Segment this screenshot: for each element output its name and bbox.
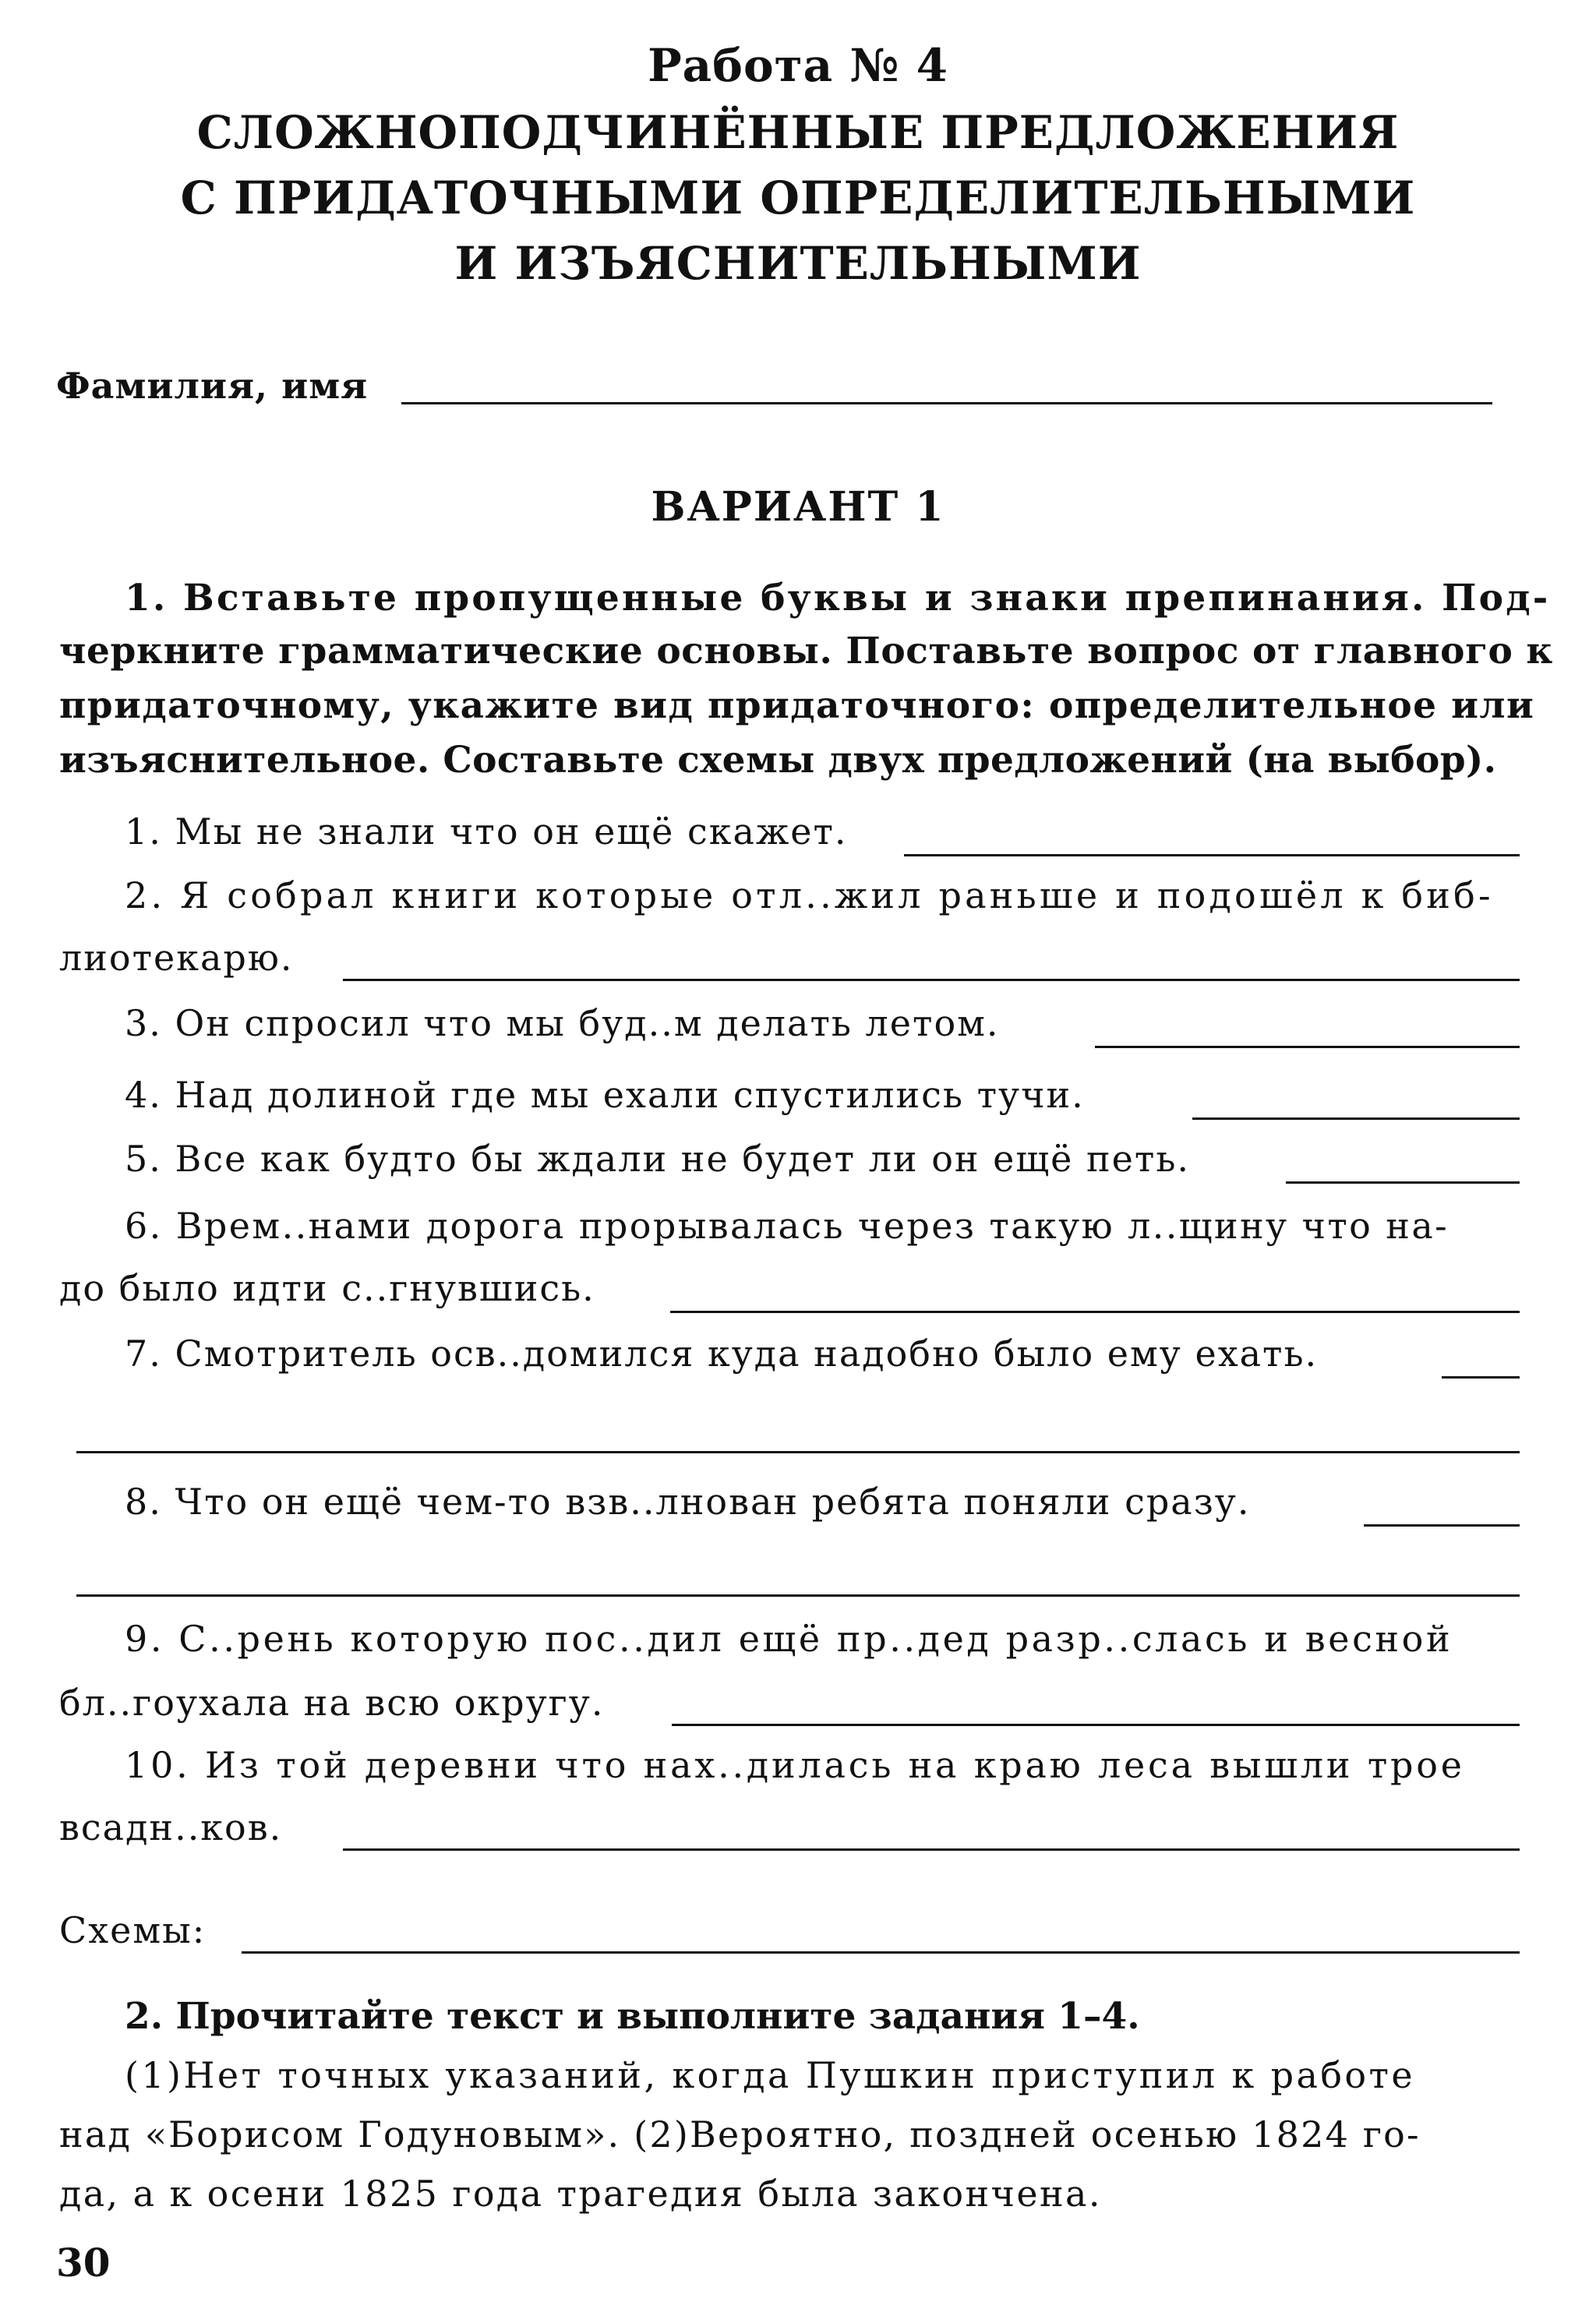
title-line-1: СЛОЖНОПОДЧИНЁННЫЕ ПРЕДЛОЖЕНИЯ [196, 106, 1400, 159]
sentence-10-line-2: всадн..ков. [59, 1806, 283, 1848]
sentence-7: 7. Смотритель осв..домился куда надобно было ему ехать. [125, 1333, 1319, 1375]
sentence-5-answer-line[interactable] [1286, 1181, 1520, 1184]
sentence-3: 3. Он спросил что мы буд..м делать летом. [125, 1002, 1000, 1044]
sentence-10-line-1: 10. Из той деревни что нах..дилась на краю леса вышли трое [125, 1744, 1465, 1786]
sentence-2-answer-line[interactable] [343, 979, 1520, 981]
sentence-7-answer-line-end[interactable] [1442, 1376, 1520, 1379]
name-answer-line[interactable] [401, 402, 1492, 404]
sentence-2-line-1: 2. Я собрал книги которые отл..жил раньше и подошёл к биб- [125, 874, 1494, 916]
sentence-9-line-1: 9. С..рень которую пос..дил ещё пр..дед разр..слась и весной [125, 1618, 1453, 1660]
title-line-3: И ИЗЪЯСНИТЕЛЬНЫМИ [454, 237, 1142, 290]
schemes-label: Схемы: [59, 1909, 207, 1951]
sentence-4-answer-line[interactable] [1192, 1117, 1520, 1120]
sentence-9-answer-line[interactable] [672, 1724, 1520, 1726]
sentence-1-answer-line[interactable] [904, 854, 1520, 856]
sentence-3-answer-line[interactable] [1095, 1046, 1520, 1048]
task1-instruction-line-3: придаточному, укажите вид придаточного: определительное или [59, 684, 1535, 727]
sentence-7-answer-line[interactable] [76, 1451, 1520, 1453]
sentence-6-line-1: 6. Врем..нами дорога прорывалась через такую л..щину что на- [125, 1205, 1449, 1247]
work-number: Работа № 4 [648, 39, 948, 92]
task2-heading: 2. Прочитайте текст и выполните задания 1–4. [125, 1995, 1140, 2038]
variant-heading: ВАРИАНТ 1 [651, 483, 945, 531]
title-line-2: С ПРИДАТОЧНЫМИ ОПРЕДЕЛИТЕЛЬНЫМИ [180, 171, 1416, 224]
task1-instruction-line-1: 1. Вставьте пропущенные буквы и знаки препинания. Под- [125, 577, 1551, 620]
sentence-6-answer-line[interactable] [670, 1311, 1520, 1313]
sentence-6-line-2: до было идти с..гнувшись. [59, 1267, 595, 1309]
schemes-answer-line[interactable] [242, 1951, 1520, 1954]
sentence-8-answer-line[interactable] [76, 1594, 1520, 1597]
task2-text-line-2: над «Борисом Годуновым». (2)Вероятно, поздней осенью 1824 го- [59, 2113, 1421, 2155]
task2-text-line-1: (1)Нет точных указаний, когда Пушкин приступил к работе [125, 2054, 1415, 2096]
sentence-8: 8. Что он ещё чем-то взв..лнован ребята поняли сразу. [125, 1481, 1251, 1523]
sentence-4: 4. Над долиной где мы ехали спустились тучи. [125, 1074, 1085, 1116]
sentence-2-line-2: лиотекарю. [59, 937, 294, 979]
sentence-1: 1. Мы не знали что он ещё скажет. [125, 810, 848, 853]
task1-instruction-line-4: изъяснительное. Составьте схемы двух предложений (на выбор). [59, 739, 1497, 782]
sentence-5: 5. Все как будто бы ждали не будет ли он ещё петь. [125, 1138, 1190, 1180]
task2-text-line-3: да, а к осени 1825 года трагедия была закончена. [59, 2173, 1102, 2215]
task1-instruction-line-2: черкните грамматические основы. Поставьте вопрос от главного к [59, 630, 1553, 673]
sentence-8-answer-line-end[interactable] [1364, 1524, 1520, 1527]
page-number: 30 [56, 2240, 111, 2286]
sentence-10-answer-line[interactable] [343, 1848, 1520, 1851]
name-label: Фамилия, имя [56, 365, 369, 407]
sentence-9-line-2: бл..гоухала на всю округу. [59, 1682, 605, 1724]
